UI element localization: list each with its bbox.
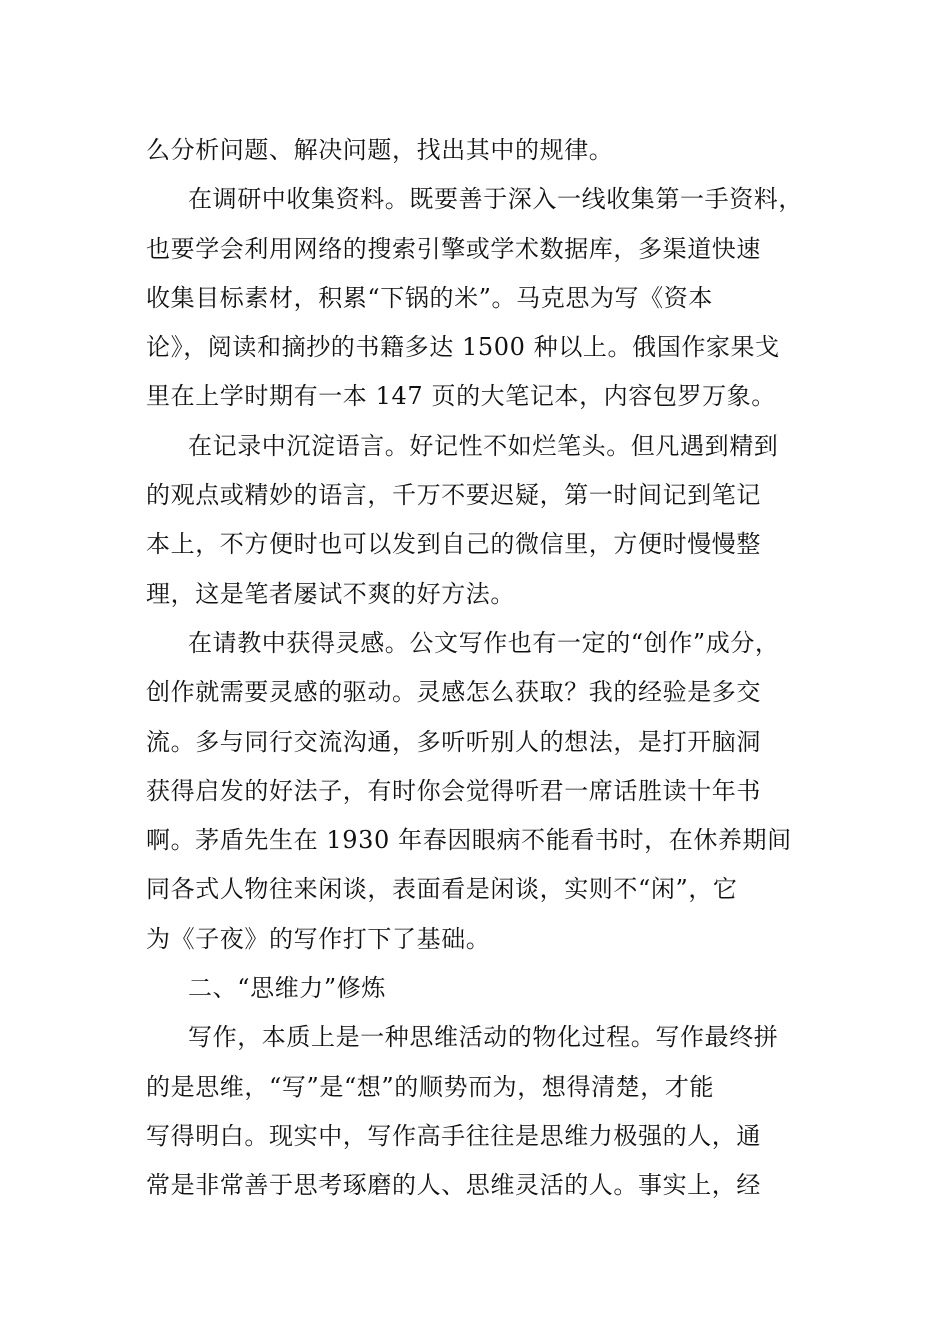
text-line-20: 的是思维，“写”是“想”的顺势而为，想得清楚，才能 xyxy=(146,1072,715,1101)
document-page xyxy=(146,126,812,1211)
text-line-5: 论》，阅读和摘抄的书籍多达 1500 种以上。俄国作家果戈 xyxy=(146,333,780,362)
text-line-8: 的观点或精妙的语言，千万不要迟疑，第一时间记到笔记 xyxy=(146,481,761,510)
text-line-21: 写得明白。现实中，写作高手往往是思维力极强的人，通 xyxy=(146,1121,761,1150)
text-line-4: 收集目标素材，积累“下锅的米”。马克思为写《资本 xyxy=(146,283,713,312)
text-line-13: 流。多与同行交流沟通，多听听别人的想法，是打开脑洞 xyxy=(146,727,761,756)
text-line-2: 在调研中收集资料。既要善于深入一线收集第一手资料， xyxy=(188,185,803,214)
text-line-6: 里在上学时期有一本 147 页的大笔记本，内容包罗万象。 xyxy=(146,382,776,411)
text-line-17: 为《子夜》的写作打下了基础。 xyxy=(146,924,491,953)
text-line-12: 创作就需要灵感的驱动。灵感怎么获取？我的经验是多交 xyxy=(146,678,761,707)
text-line-14: 获得启发的好法子，有时你会觉得听君一席话胜读十年书 xyxy=(146,776,761,805)
text-line-16: 同各式人物往来闲谈，表面看是闲谈，实则不“闲”，它 xyxy=(146,875,738,904)
text-line-9: 本上，不方便时也可以发到自己的微信里，方便时慢慢整 xyxy=(146,530,761,559)
text-line-7: 在记录中沉淀语言。好记性不如烂笔头。但凡遇到精到 xyxy=(188,431,779,460)
text-line-22: 常是非常善于思考琢磨的人、思维灵活的人。事实上，经 xyxy=(146,1171,761,1200)
text-line-10: 理，这是笔者屡试不爽的好方法。 xyxy=(146,579,515,608)
text-line-15: 啊。茅盾先生在 1930 年春因眼病不能看书时，在休养期间 xyxy=(146,826,792,855)
text-line-11: 在请教中获得灵感。公文写作也有一定的“创作”成分， xyxy=(188,628,780,657)
text-line-1: 么分析问题、解决问题，找出其中的规律。 xyxy=(146,136,614,164)
text-line-3: 也要学会利用网络的搜索引擎或学术数据库，多渠道快速 xyxy=(146,234,761,263)
section-heading: 二、“思维力”修炼 xyxy=(188,974,386,1003)
text-line-19: 写作，本质上是一种思维活动的物化过程。写作最终拼 xyxy=(188,1023,779,1052)
